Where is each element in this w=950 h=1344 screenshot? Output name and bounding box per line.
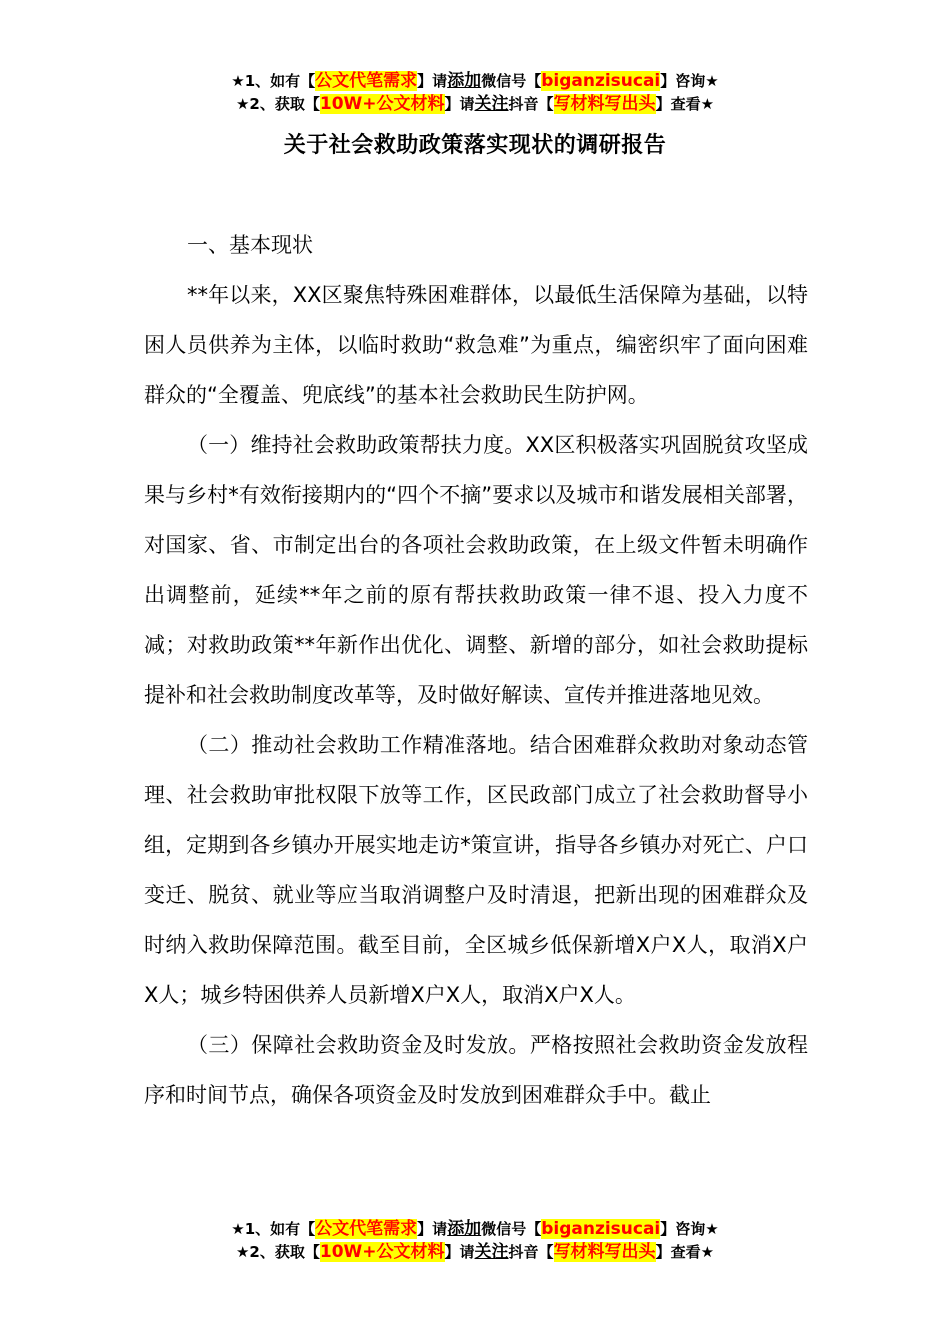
highlight-materials: 10W+公文材料 [319, 94, 445, 114]
banner-line-1: ★1、如有【公文代笔需求】请添加微信号【biganzisucai】咨询★ [231, 71, 719, 91]
highlight-service: 公文代笔需求 [315, 71, 418, 91]
highlight-douyin: 写材料写出头 [553, 94, 656, 114]
header-banner [0, 70, 950, 116]
highlight-wechat-id: biganzisucai [541, 71, 661, 91]
highlight-materials: 10W+公文材料 [319, 1242, 445, 1262]
highlight-wechat-id: biganzisucai [541, 1219, 661, 1239]
highlight-service: 公文代笔需求 [315, 1219, 418, 1239]
banner-line-2: ★2、获取【10W+公文材料】请关注抖音【写材料写出头】查看★ [235, 1242, 715, 1262]
document-title: 关于社会救助政策落实现状的调研报告 [283, 133, 667, 158]
highlight-douyin: 写材料写出头 [553, 1242, 656, 1262]
document-body [144, 220, 808, 1120]
banner-line-1: ★1、如有【公文代笔需求】请添加微信号【biganzisucai】咨询★ [231, 1219, 719, 1239]
section-heading: 一、基本现状 [187, 233, 313, 257]
footer-banner [0, 1218, 950, 1264]
paragraph-1: （一）维持社会救助政策帮扶力度。XX区积极落实巩固脱贫攻坚成果与乡村*有效衔接期内的“四个不摘”要求以及城市和谐发展相关部署，对国家、省、市制定出台的各项社会救助政策，在上级文件暂未明确作出调整前，延续**年之前的原有帮扶救助政策一律不退、投入力度不减；对救助政策**年新作出优化、调整、新增的部分，如社会救助提标提补和社会救助制度改革等，及时做好解读、宣传并推进落地见效。 [144, 433, 808, 707]
paragraph-3: （三）保障社会救助资金及时发放。严格按照社会救助资金发放程序和时间节点，确保各项资金及时发放到困难群众手中。截止 [144, 1033, 808, 1107]
paragraph-2: （二）推动社会救助工作精准落地。结合困难群众救助对象动态管理、社会救助审批权限下放等工作，区民政部门成立了社会救助督导小组，定期到各乡镇办开展实地走访*策宣讲，指导各乡镇办对死亡、户口变迁、脱贫、就业等应当取消调整户及时清退，把新出现的困难群众及时纳入救助保障范围。截至目前，全区城乡低保新增X户X人，取消X户X人；城乡特困供养人员新增X户X人，取消X户X人。 [144, 733, 808, 1007]
banner-line-2: ★2、获取【10W+公文材料】请关注抖音【写材料写出头】查看★ [235, 94, 715, 114]
paragraph-intro: **年以来，XX区聚焦特殊困难群体，以最低生活保障为基础，以特困人员供养为主体，以临时救助“救急难”为重点，编密织牢了面向困难群众的“全覆盖、兜底线”的基本社会救助民生防护网。 [144, 283, 808, 407]
